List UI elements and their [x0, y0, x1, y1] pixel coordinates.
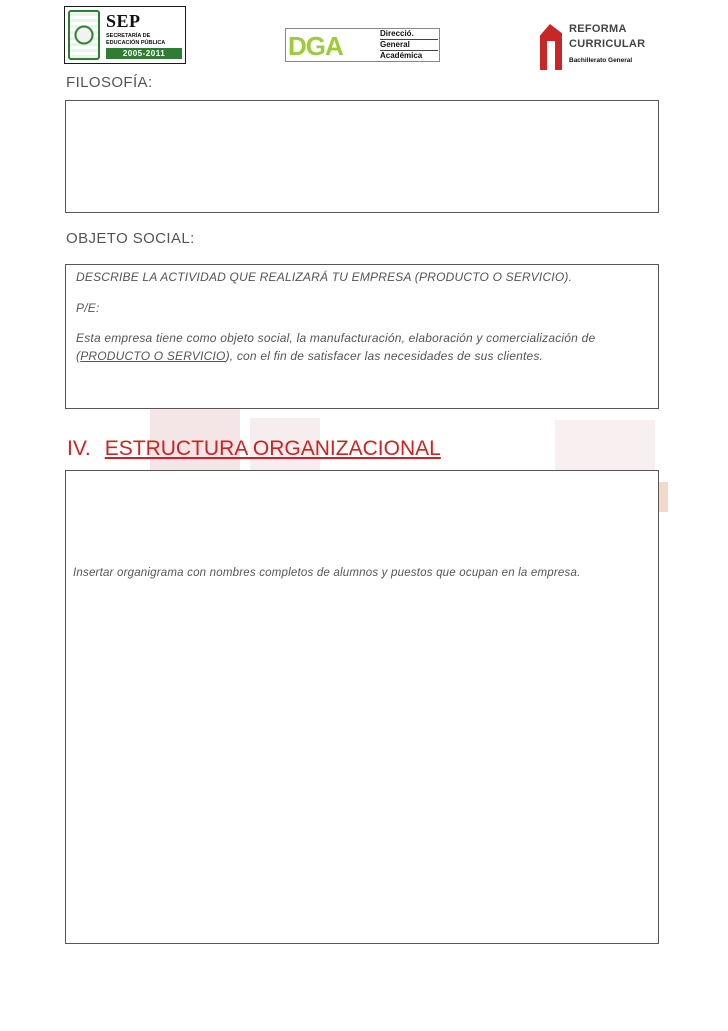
reforma-curricular-mark-icon	[540, 24, 562, 70]
reforma-curricular-logo	[538, 20, 646, 72]
section-title: ESTRUCTURA ORGANIZACIONAL	[104, 437, 441, 460]
dga-logo-line3: Académica	[380, 51, 438, 62]
objeto-social-example-line1: Esta empresa tiene como objeto social, la manufacturación, elaboración y comercialización de	[76, 331, 596, 345]
watermark-shape	[555, 420, 655, 470]
sep-logo-word: SEP	[106, 11, 141, 31]
dga-logo-line1: Direcció.	[380, 29, 438, 40]
section-number: IV.	[67, 437, 91, 460]
sep-logo-sub-line2: EDUCACIÓN PÚBLICA	[106, 39, 166, 46]
sep-logo	[64, 6, 186, 64]
estructura-organizacional-heading	[67, 437, 441, 461]
reforma-curricular-line2: CURRICULAR	[569, 38, 646, 50]
dga-logo	[285, 28, 440, 62]
dga-logo-line2: General	[380, 40, 438, 51]
sep-logo-sub-line1: SECRETARÍA DE	[106, 33, 151, 39]
filosofia-heading: FILOSOFÍA:	[66, 74, 153, 91]
filosofia-box[interactable]	[65, 100, 659, 213]
producto-servicio-link: PRODUCTO O SERVICIO	[80, 349, 226, 363]
example-open-paren: (	[76, 349, 81, 363]
objeto-social-pe: P/E:	[76, 301, 100, 315]
sep-logo-years: 2005-2011	[106, 48, 182, 59]
reforma-curricular-line1: REFORMA	[569, 23, 627, 35]
seal-icon	[68, 10, 100, 60]
objeto-social-heading: OBJETO SOCIAL:	[66, 230, 195, 247]
example-rest-text: ), con el fin de satisfacer las necesidades de sus clientes.	[225, 349, 544, 363]
watermark-shape	[658, 482, 668, 512]
dga-logo-mark: DGA	[288, 31, 343, 61]
dga-logo-text	[380, 29, 438, 62]
organigrama-instruction: Insertar organigrama con nombres completos de alumnos y puestos que ocupan en la empresa.	[73, 567, 581, 579]
objeto-social-example-line2	[76, 349, 543, 363]
reforma-curricular-line3: Bachillerato General	[569, 57, 633, 64]
sep-logo-subtitle	[106, 33, 184, 46]
objeto-social-instruction: DESCRIBE LA ACTIVIDAD QUE REALIZARÁ TU EMPRESA (PRODUCTO O SERVICIO).	[76, 270, 573, 284]
organigrama-box[interactable]	[65, 470, 659, 944]
